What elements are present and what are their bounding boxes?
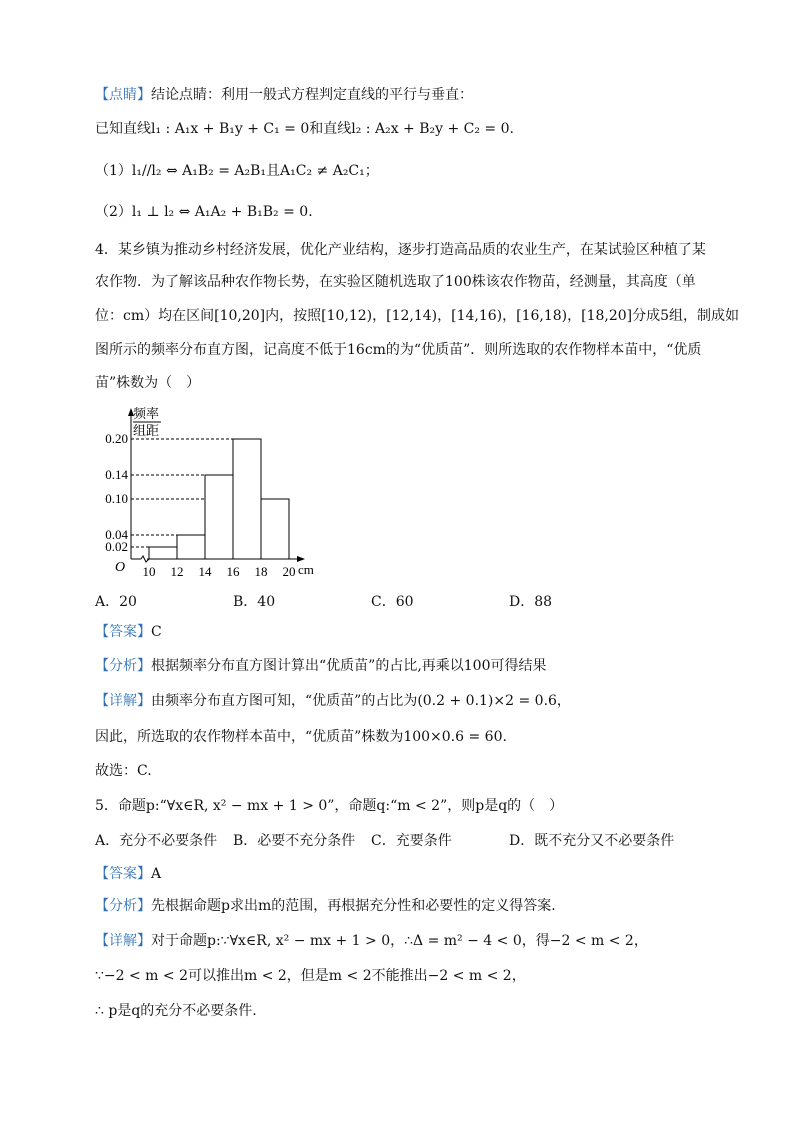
line-text: ∴ p是q的充分不必要条件. [95,1003,257,1019]
text-line [95,761,152,781]
y-tick-label: 0.20 [105,431,128,446]
q5-options [95,831,674,851]
text-line [95,966,526,986]
histogram-bar [149,547,177,559]
text-line [95,622,162,642]
section-tag: 【分析】 [95,658,151,674]
text-line [95,161,379,181]
text-line [95,691,571,711]
text-line [95,119,514,139]
line-text: 苗”株数为（ ） [95,375,201,391]
line-text: 结论点睛：利用一般式方程判定直线的平行与垂直： [151,87,473,103]
line-text: C [151,624,162,640]
section-tag: 【详解】 [95,933,151,949]
line-text: （1）l₁//l₂ ⇔ A₁B₂ = A₂B₁且A₁C₂ ≠ A₂C₁； [95,163,379,179]
text-line [95,864,161,884]
line-text: 根据频率分布直方图计算出“优质苗”的占比,再乘以100可得结果 [151,658,547,674]
q4-option-a[interactable]: A．20 [95,594,137,610]
x-axis-unit-label: cm [298,562,314,577]
text-line [95,796,563,816]
text-line [95,727,507,747]
y-label-top: 频率 [133,406,160,421]
q4-option-b[interactable]: B．40 [233,594,276,610]
histogram-bar [261,499,289,559]
q4-option-c[interactable]: C．60 [371,594,414,610]
line-text: 先根据命题p求出m的范围，再根据充分性和必要性的定义得答案. [151,898,556,914]
text-line [95,272,696,292]
line-text: 已知直线l₁ : A₁x + B₁y + C₁ = 0和直线l₂ : A₂x + B₂y + C₂ = 0. [95,121,514,137]
text-line [95,340,701,360]
q5-option-c[interactable]: C．充要条件 [371,833,452,849]
histogram-bar [233,439,261,559]
histogram-bar [205,475,233,559]
text-line [95,656,547,676]
section-tag: 【答案】 [95,866,151,882]
x-tick-label: 16 [226,564,240,579]
line-text: 由频率分布直方图可知，“优质苗”的占比为(0.2 + 0.1)×2 = 0.6， [151,693,571,709]
x-tick-label: 18 [254,564,268,579]
y-label-bottom: 组距 [133,423,160,438]
text-line [95,896,556,916]
q4-options [95,592,552,612]
y-tick-label: 0.02 [105,539,128,554]
y-tick-label: 0.10 [105,491,128,506]
line-text: 农作物．为了解该品种农作物长势，在实验区随机选取了100株该农作物苗，经测量，其高度（单 [95,274,696,290]
text-line [95,306,739,326]
text-line [95,202,313,222]
line-text: 故选：C. [95,763,152,779]
x-tick-label: 20 [282,564,296,579]
section-tag: 【答案】 [95,624,151,640]
y-tick-label: 0.14 [105,467,128,482]
section-tag: 【点睛】 [95,87,151,103]
line-text: 图所示的频率分布直方图，记高度不低于16cm的为“优质苗”．则所选取的农作物样本苗中，“优质 [95,342,702,358]
q4-option-d[interactable]: D．88 [509,594,553,610]
x-tick-label: 14 [198,564,212,579]
frequency-histogram [92,402,332,588]
section-tag: 【详解】 [95,693,151,709]
q5-option-b[interactable]: B．必要不充分条件 [233,833,356,849]
section-tag: 【分析】 [95,898,151,914]
q5-option-d[interactable]: D．既不充分又不必要条件 [509,833,675,849]
text-line [95,240,706,260]
line-text: 对于命题p:∵∀x∈R, x² − mx + 1 > 0，∴Δ = m² − 4 < 0，得−2 < m < 2， [151,933,648,949]
x-tick-label: 10 [142,564,156,579]
text-line [95,85,473,105]
text-line [95,1001,257,1021]
q5-option-a[interactable]: A．充分不必要条件 [95,833,218,849]
origin-label: O [115,560,126,575]
text-line [95,931,648,951]
x-tick-label: 12 [170,564,184,579]
line-text: ∵−2 < m < 2可以推出m < 2，但是m < 2不能推出−2 < m < 2， [95,968,526,984]
line-text: 位：cm）均在区间[10,20]内，按照[10,12)，[12,14)，[14,16)，[16,18)，[18,20]分成5组，制成如 [95,308,740,324]
line-text: A [151,866,162,882]
line-text: 5．命题p:“∀x∈R, x² − mx + 1 > 0”，命题q:“m < 2”，则p是q的（ ） [95,798,564,814]
y-tick-label: 0.04 [105,527,128,542]
histogram-bar [177,535,205,559]
text-line [95,373,200,393]
line-text: 4．某乡镇为推动乡村经济发展，优化产业结构，逐步打造高品质的农业生产，在某试验区种植了某 [95,242,706,258]
line-text: 因此，所选取的农作物样本苗中，“优质苗”株数为100×0.6 = 60. [95,729,507,745]
line-text: （2）l₁ ⊥ l₂ ⇔ A₁A₂ + B₁B₂ = 0. [95,204,313,220]
